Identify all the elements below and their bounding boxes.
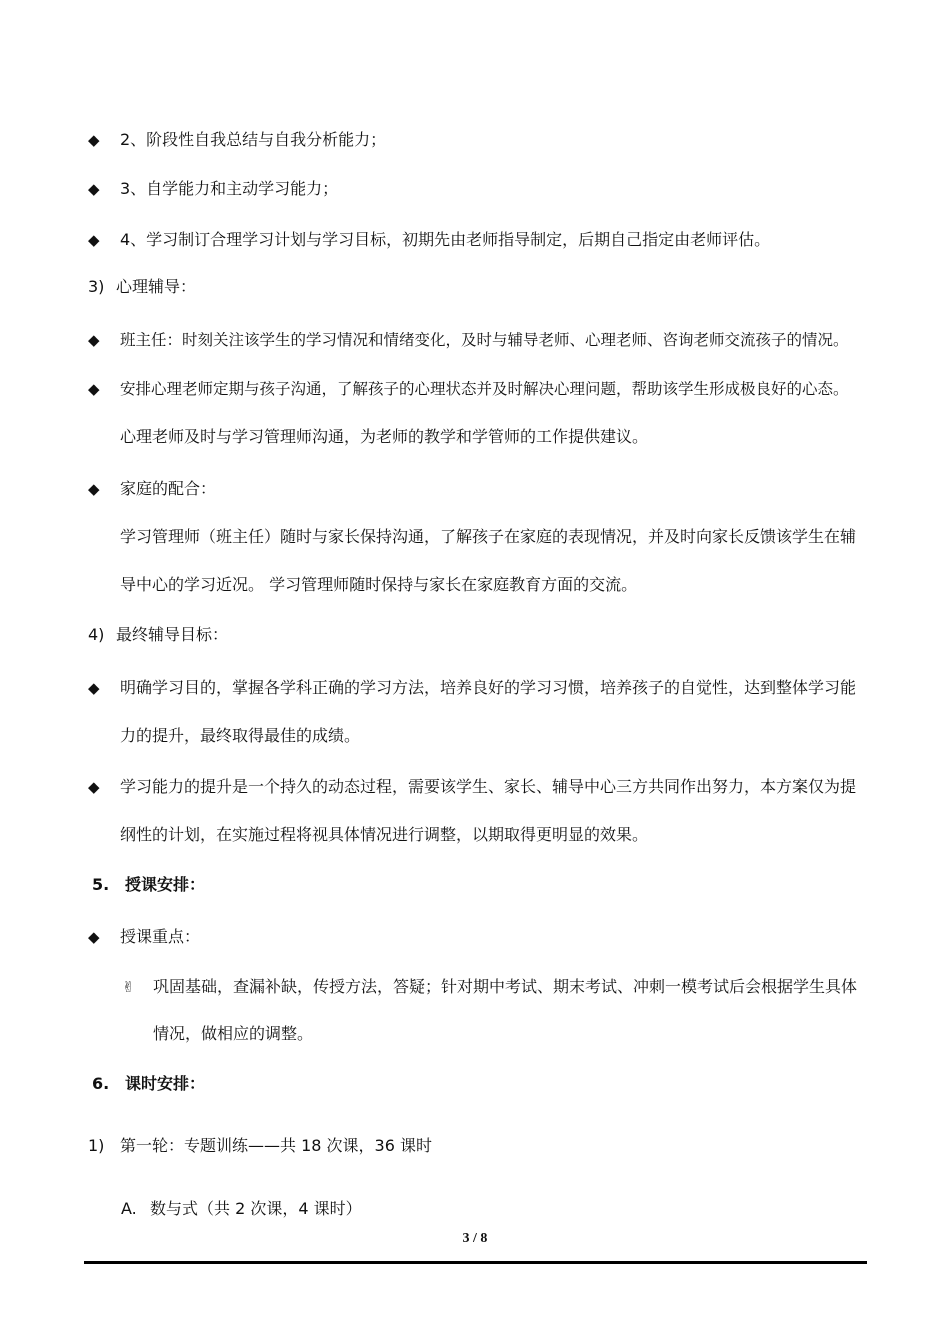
page-number: 3 / 8 xyxy=(462,1231,488,1246)
paragraph-family-1: 学习管理师（班主任）随时与家长保持沟通，了解孩子在家庭的表现情况，并及时向家长反馈该学生在辅 xyxy=(120,527,857,546)
list-item-goal-2-cont: 纲性的计划，在实施过程将视具体情况进行调整，以期取得更明显的效果。 xyxy=(120,825,649,844)
section-number: 3) xyxy=(88,277,105,296)
diamond-bullet-icon: ◆ xyxy=(88,778,100,796)
topic-numbers-expressions: 数与式（共 2 次课，4 课时） xyxy=(150,1199,362,1218)
list-item-psych-teacher: 安排心理老师定期与孩子沟通，了解孩子的心理状态并及时解决心理问题，帮助该学生形成极良好的心态。 xyxy=(120,380,849,398)
diamond-bullet-icon: ◆ xyxy=(88,331,100,349)
section-heading-final-goal: 最终辅导目标： xyxy=(116,625,229,644)
list-item-family: 家庭的配合： xyxy=(120,479,217,498)
diamond-bullet-icon: ◆ xyxy=(88,679,100,697)
heading-teaching-arrangement: 授课安排： xyxy=(125,875,206,894)
list-item-head-teacher: 班主任：时刻关注该学生的学习情况和情绪变化，及时与辅导老师、心理老师、咨询老师交流孩子的情况。 xyxy=(120,331,849,349)
topic-letter: A. xyxy=(121,1199,137,1218)
list-item-goal-1: 明确学习目的，掌握各学科正确的学习方法，培养良好的学习习惯，培养孩子的自觉性，达到整体学习能 xyxy=(120,678,857,697)
section-heading-psychology: 心理辅导： xyxy=(116,277,197,296)
list-item-self-study: 3、自学能力和主动学习能力； xyxy=(120,179,339,198)
heading-number: 6. xyxy=(92,1074,110,1093)
list-item-teaching-focus: 授课重点： xyxy=(120,927,201,946)
list-item-goal-2: 学习能力的提升是一个持久的动态过程，需要该学生、家长、辅导中心三方共同作出努力，本方案仅为提 xyxy=(120,777,857,796)
list-item-goal-1-cont: 力的提升，最终取得最佳的成绩。 xyxy=(120,726,361,745)
heading-schedule: 课时安排： xyxy=(125,1074,206,1093)
diamond-bullet-icon: ◆ xyxy=(88,380,100,398)
list-item-self-summary: 2、阶段性自我总结与自我分析能力； xyxy=(120,130,387,149)
footer-divider xyxy=(84,1261,867,1264)
round-number: 1) xyxy=(88,1136,105,1155)
diamond-bullet-icon: ◆ xyxy=(88,180,100,198)
sub-item-teaching-focus: 巩固基础，查漏补缺，传授方法，答疑；针对期中考试、期末考试、冲刺一模考试后会根据学生具体 xyxy=(153,977,858,996)
paragraph-family-2: 导中心的学习近况。 学习管理师随时保持与家长在家庭教育方面的交流。 xyxy=(120,575,638,594)
diamond-bullet-icon: ◆ xyxy=(88,131,100,149)
list-item-study-plan: 4、学习制订合理学习计划与学习目标，初期先由老师指导制定，后期自己指定由老师评估。 xyxy=(120,230,771,249)
round-first: 第一轮：专题训练——共 18 次课，36 课时 xyxy=(120,1136,432,1155)
diamond-bullet-icon: ◆ xyxy=(88,928,100,946)
hand-bullet-icon: ✌ xyxy=(122,978,135,996)
list-item-psych-teacher-cont: 心理老师及时与学习管理师沟通，为老师的教学和学管师的工作提供建议。 xyxy=(120,427,649,446)
section-number: 4) xyxy=(88,625,105,644)
diamond-bullet-icon: ◆ xyxy=(88,231,100,249)
heading-number: 5. xyxy=(92,875,110,894)
sub-item-teaching-focus-cont: 情况，做相应的调整。 xyxy=(153,1024,314,1043)
diamond-bullet-icon: ◆ xyxy=(88,480,100,498)
